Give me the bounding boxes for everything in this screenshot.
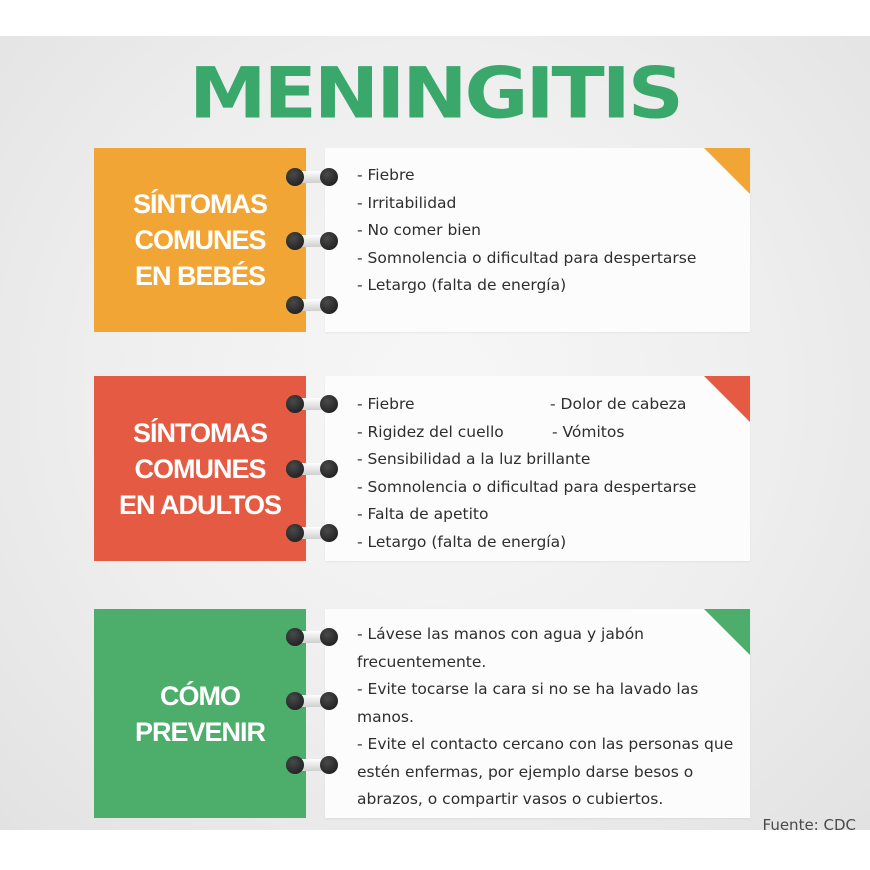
- adults-corner-triangle: [704, 376, 750, 422]
- list-item: - Falta de apetito: [357, 505, 489, 523]
- list-item: - Rigidez del cuello: [357, 422, 504, 441]
- binder-ring-icon: [286, 628, 338, 646]
- list-item: - Letargo (falta de energía): [357, 532, 567, 551]
- binder-ring-icon: [286, 296, 338, 314]
- list-item: - Evite tocarse la cara si no se ha lavado las manos.: [357, 680, 699, 726]
- prevention-list: [357, 621, 742, 814]
- list-item: - Evite el contacto cercano con las personas que estén enfermas, por ejemplo darse besos o abrazos, o compartir vasos o cubiertos.: [357, 735, 734, 808]
- prevention-card: [94, 609, 750, 818]
- binder-ring-icon: [286, 524, 338, 542]
- binder-ring-icon: [286, 395, 338, 413]
- babies-card: [94, 148, 750, 332]
- list-item: - Lávese las manos con agua y jabón frecuentemente.: [357, 625, 645, 671]
- list-item: - Letargo (falta de energía): [357, 276, 567, 294]
- list-item: - Somnolencia o dificultad para despertarse: [357, 477, 697, 496]
- binder-ring-icon: [286, 460, 338, 478]
- babies-symptom-list: [357, 162, 696, 300]
- babies-corner-triangle: [704, 148, 750, 194]
- list-item: - Fiebre: [357, 395, 415, 413]
- binder-ring-icon: [286, 692, 338, 710]
- adults-tab: [94, 376, 306, 561]
- adults-heading: SÍNTOMAS COMUNES EN ADULTOS: [118, 417, 281, 520]
- adults-extra-item: - Dolor de cabeza: [550, 395, 687, 413]
- adults-card: [94, 376, 750, 561]
- page-title: MENINGITIS: [189, 53, 681, 135]
- list-item: - Irritabilidad: [357, 193, 457, 212]
- binder-ring-icon: [286, 756, 338, 774]
- prevention-heading: CÓMO PREVENIR: [134, 680, 266, 747]
- babies-tab: [94, 148, 306, 332]
- list-item: - Fiebre: [357, 166, 415, 184]
- babies-heading: SÍNTOMAS COMUNES EN BEBÉS: [132, 189, 267, 291]
- list-item: - Sensibilidad a la luz brillante: [357, 450, 591, 468]
- infographic-poster: [0, 36, 870, 830]
- list-item: - No comer bien: [357, 221, 481, 239]
- list-item: - Somnolencia o dificultad para despertarse: [357, 248, 697, 267]
- binder-ring-icon: [286, 168, 338, 186]
- source-credit: Fuente: CDC: [762, 816, 856, 830]
- adults-extra-item: - Vómitos: [552, 422, 625, 441]
- binder-ring-icon: [286, 232, 338, 250]
- prevention-tab: [94, 609, 306, 818]
